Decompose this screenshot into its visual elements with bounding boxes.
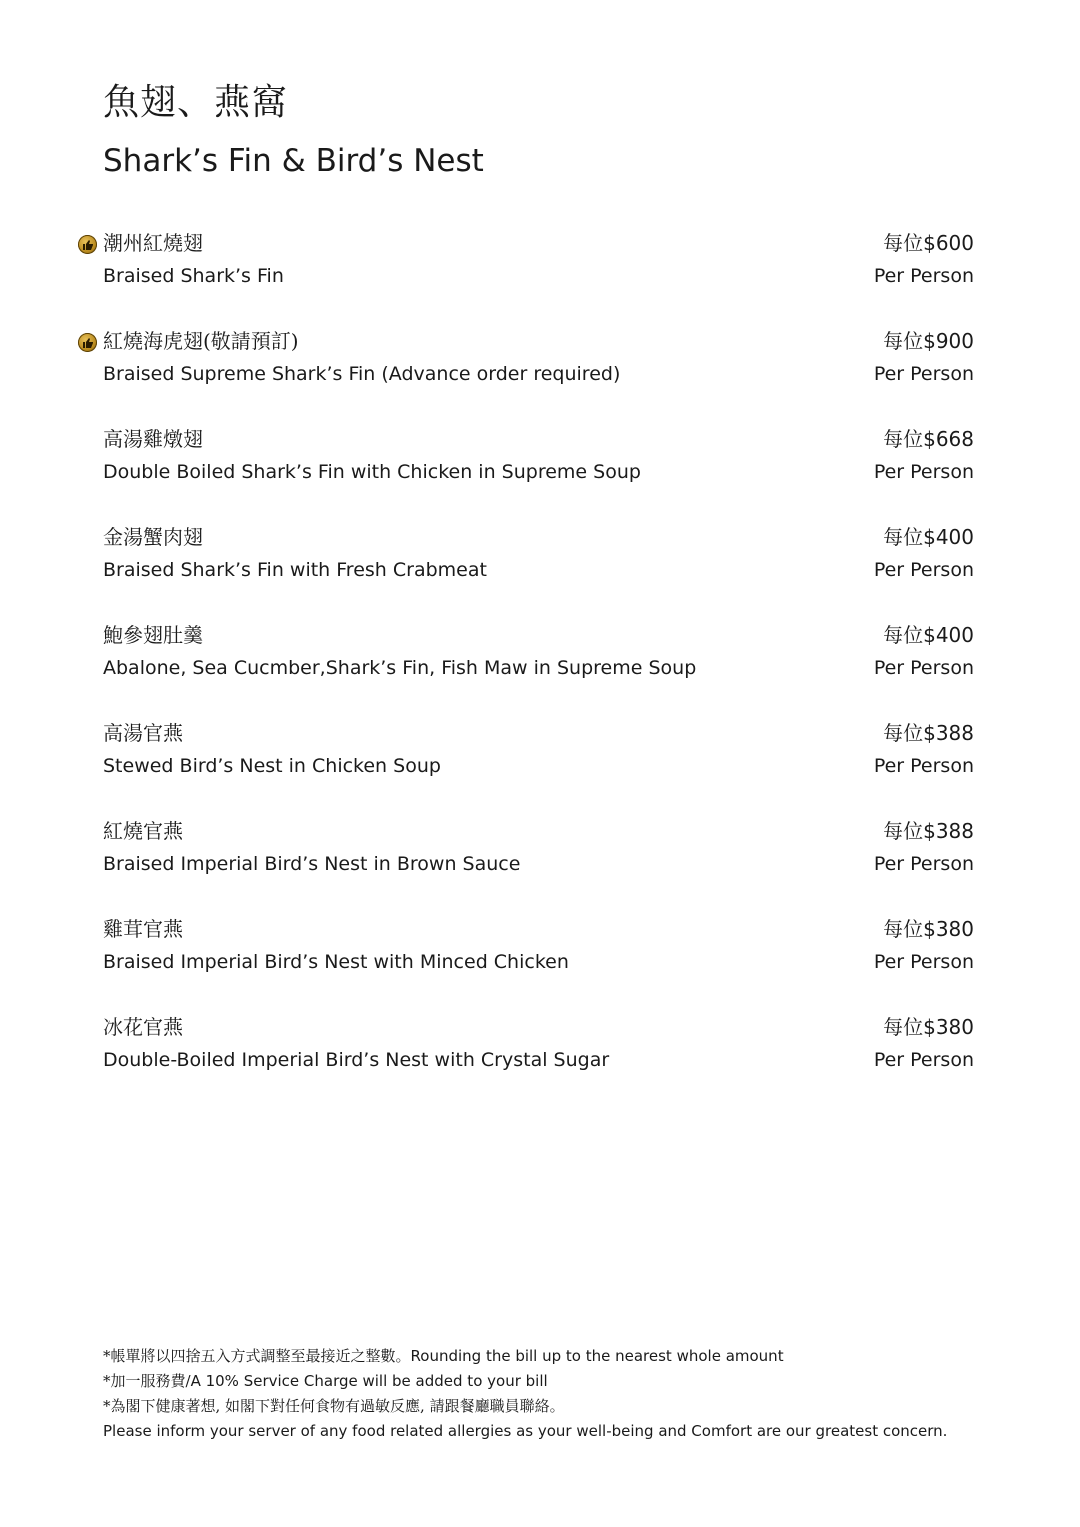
item-name-zh: 紅燒官燕 xyxy=(103,819,183,843)
footer-text-zh: *加一服務費/ xyxy=(103,1372,191,1390)
item-unit: Per Person xyxy=(873,559,974,581)
price-value: $380 xyxy=(923,917,974,941)
item-price xyxy=(883,620,974,650)
price-value: $900 xyxy=(923,329,974,353)
price-value: $400 xyxy=(923,525,974,549)
item-name-en: Stewed Bird’s Nest in Chicken Soup xyxy=(103,755,441,777)
item-unit: Per Person xyxy=(873,265,974,287)
price-value: $600 xyxy=(923,231,974,255)
item-name-en: Braised Imperial Bird’s Nest in Brown Sauce xyxy=(103,853,521,875)
menu-item xyxy=(0,620,1080,718)
footer-text-en: A 10% Service Charge will be added to your bill xyxy=(190,1372,548,1390)
item-price xyxy=(883,326,974,356)
item-unit: Per Person xyxy=(873,657,974,679)
menu-item xyxy=(0,228,1080,326)
item-name-en: Braised Shark’s Fin with Fresh Crabmeat xyxy=(103,559,487,581)
footer-text-zh: *為閣下健康著想, 如閣下對任何食物有過敏反應, 請跟餐廳職員聯絡。 xyxy=(103,1397,565,1415)
price-prefix: 每位 xyxy=(883,231,924,255)
thumbs-up-icon xyxy=(78,235,97,254)
item-unit: Per Person xyxy=(873,755,974,777)
price-value: $668 xyxy=(923,427,974,451)
footer-note-rounding xyxy=(103,1344,1003,1369)
item-name-zh: 高湯雞燉翅 xyxy=(103,427,203,451)
menu-item xyxy=(0,424,1080,522)
thumbs-up-icon xyxy=(78,333,97,352)
section-title-en: Shark’s Fin & Bird’s Nest xyxy=(103,143,484,179)
price-prefix: 每位 xyxy=(883,525,924,549)
price-value: $400 xyxy=(923,623,974,647)
item-name-zh: 紅燒海虎翅(敬請預訂) xyxy=(103,329,299,353)
menu-item xyxy=(0,1012,1080,1110)
item-unit: Per Person xyxy=(873,461,974,483)
price-prefix: 每位 xyxy=(883,917,924,941)
section-title-zh: 魚翅、燕窩 xyxy=(103,82,289,123)
item-price xyxy=(883,816,974,846)
menu-item xyxy=(0,326,1080,424)
price-prefix: 每位 xyxy=(883,1015,924,1039)
footer-note-allergy-zh xyxy=(103,1394,1003,1419)
item-name-en: Double Boiled Shark’s Fin with Chicken in Supreme Soup xyxy=(103,461,641,483)
price-value: $388 xyxy=(923,721,974,745)
item-price xyxy=(883,718,974,748)
item-unit: Per Person xyxy=(873,1049,974,1071)
footer-text-zh: *帳單將以四捨五入方式調整至最接近之整數。 xyxy=(103,1347,411,1365)
item-price xyxy=(883,522,974,552)
footer-note-service-charge xyxy=(103,1369,1003,1394)
item-name-zh: 潮州紅燒翅 xyxy=(103,231,203,255)
menu-item xyxy=(0,914,1080,1012)
item-unit: Per Person xyxy=(873,853,974,875)
footer-notes xyxy=(103,1344,1003,1444)
footer-note-allergy-en xyxy=(103,1419,1003,1444)
item-price xyxy=(883,228,974,258)
item-name-zh: 高湯官燕 xyxy=(103,721,183,745)
item-name-en: Braised Supreme Shark’s Fin (Advance order required) xyxy=(103,363,621,385)
price-prefix: 每位 xyxy=(883,329,924,353)
item-price xyxy=(883,1012,974,1042)
item-name-zh: 金湯蟹肉翅 xyxy=(103,525,203,549)
footer-text-en: Please inform your server of any food related allergies as your well-being and Comfort are our greatest concern. xyxy=(103,1422,948,1440)
item-name-zh: 雞茸官燕 xyxy=(103,917,183,941)
item-name-zh: 冰花官燕 xyxy=(103,1015,183,1039)
item-name-zh: 鮑參翅肚羹 xyxy=(103,623,203,647)
menu-item xyxy=(0,816,1080,914)
item-name-en: Braised Shark’s Fin xyxy=(103,265,284,287)
item-price xyxy=(883,424,974,454)
item-unit: Per Person xyxy=(873,951,974,973)
item-name-en: Double-Boiled Imperial Bird’s Nest with Crystal Sugar xyxy=(103,1049,610,1071)
item-unit: Per Person xyxy=(873,363,974,385)
footer-text-en: Rounding the bill up to the nearest whole amount xyxy=(410,1347,784,1365)
item-name-en: Abalone, Sea Cucmber,Shark’s Fin, Fish Maw in Supreme Soup xyxy=(103,657,697,679)
menu-item xyxy=(0,522,1080,620)
price-prefix: 每位 xyxy=(883,819,924,843)
item-price xyxy=(883,914,974,944)
menu-item xyxy=(0,718,1080,816)
price-value: $380 xyxy=(923,1015,974,1039)
price-prefix: 每位 xyxy=(883,721,924,745)
menu-list xyxy=(0,228,1080,1110)
price-prefix: 每位 xyxy=(883,427,924,451)
price-value: $388 xyxy=(923,819,974,843)
price-prefix: 每位 xyxy=(883,623,924,647)
item-name-en: Braised Imperial Bird’s Nest with Minced Chicken xyxy=(103,951,569,973)
